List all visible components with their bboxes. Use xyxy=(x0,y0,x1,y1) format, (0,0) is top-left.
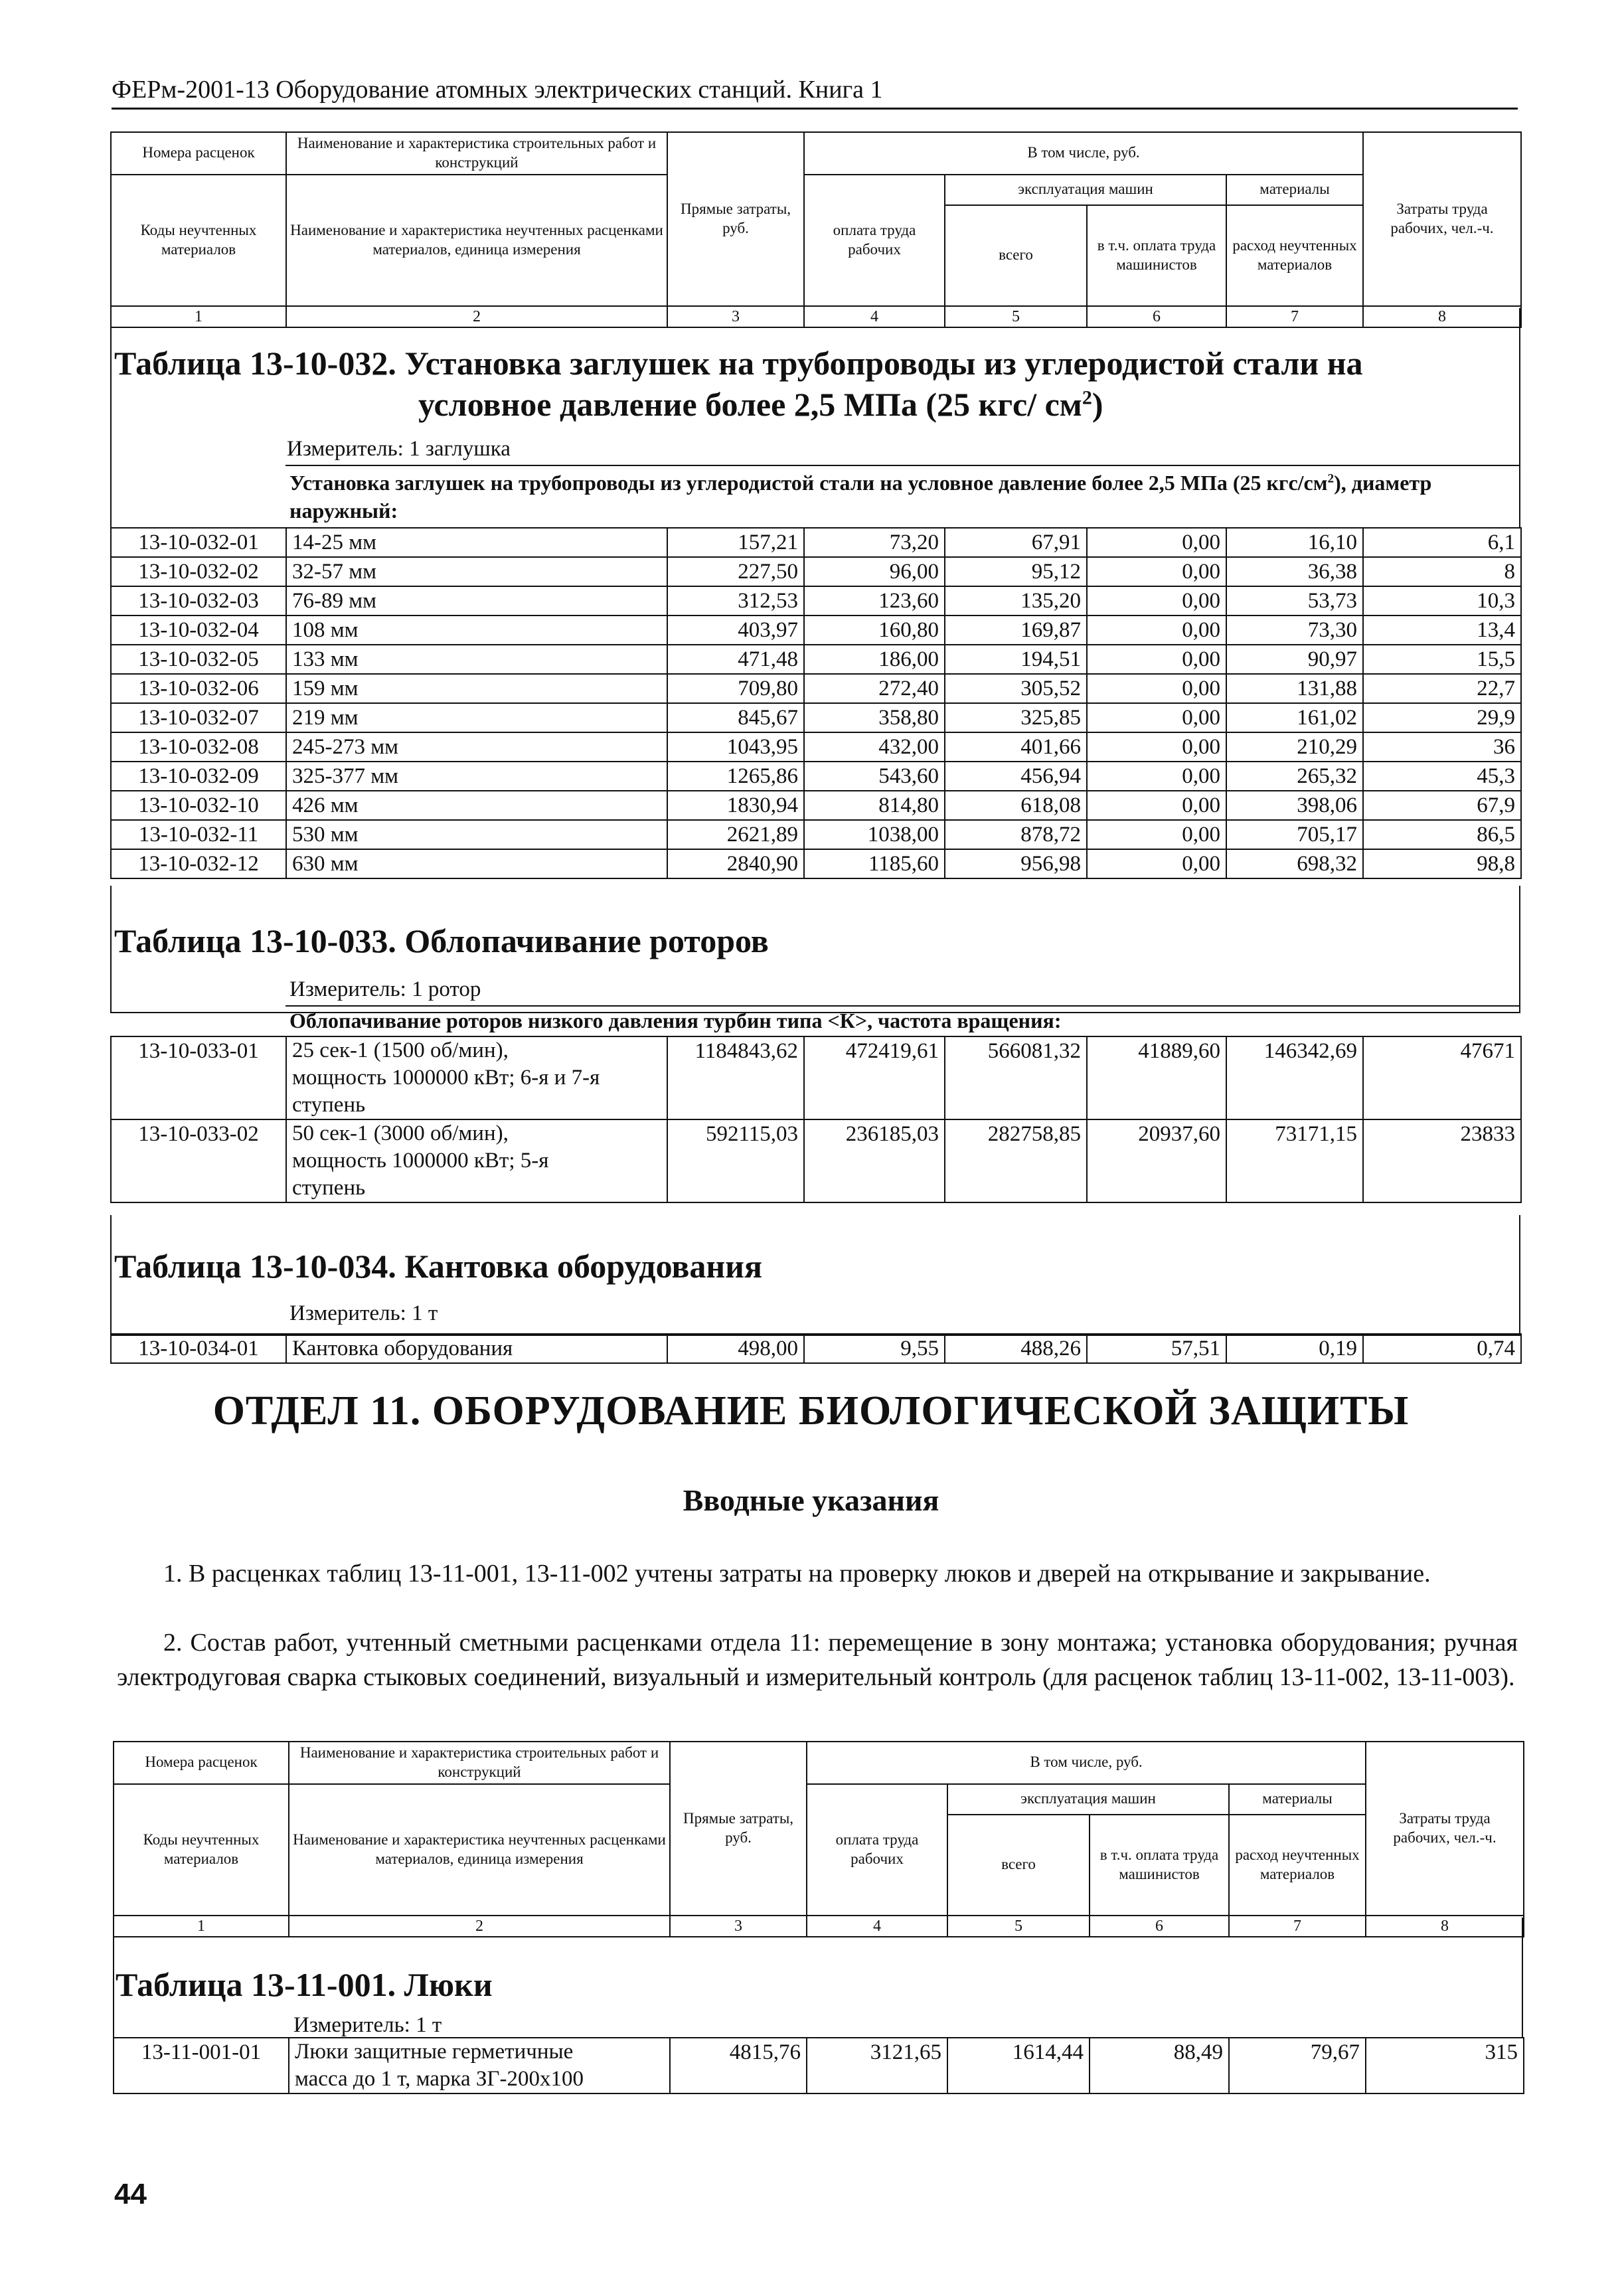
work-name-line: мощность 1000000 кВт; 5-я xyxy=(292,1149,549,1173)
machines-total: 618,08 xyxy=(945,791,1087,820)
machinist-pay: 20937,60 xyxy=(1087,1119,1226,1202)
labor-hours: 15,5 xyxy=(1363,645,1521,674)
direct-costs: 592115,03 xyxy=(667,1119,804,1202)
table-032-rows xyxy=(110,527,1522,879)
rate-code: 13-10-032-05 xyxy=(111,645,286,674)
table-row xyxy=(111,762,1521,791)
labor-hours: 36 xyxy=(1363,732,1521,762)
rate-code: 13-10-034-01 xyxy=(111,1334,286,1363)
table-034-title: Таблица 13-10-034. Кантовка оборудования xyxy=(114,1248,763,1285)
machines-total: 878,72 xyxy=(945,820,1087,849)
header-name-top: Наименование и характеристика строительных работ и конструкций xyxy=(286,132,667,175)
header-machines-total: всего xyxy=(947,1815,1090,1916)
machinist-pay: 0,00 xyxy=(1087,586,1226,615)
table-row xyxy=(111,849,1521,878)
header-worker-pay: оплата труда рабочих xyxy=(804,175,945,306)
worker-pay: 272,40 xyxy=(804,674,945,703)
header-machines: эксплуатация машин xyxy=(947,1784,1229,1815)
work-name: 530 мм xyxy=(286,820,667,849)
direct-costs: 227,50 xyxy=(667,557,804,586)
direct-costs: 403,97 xyxy=(667,615,804,645)
intro-paragraph-1: 1. В расценках таблиц 13-11-001, 13-11-002 учтены затраты на проверку люков и дверей на открывание и закрывание. xyxy=(163,1560,1431,1588)
table-row xyxy=(111,586,1521,615)
column-header-table-2 xyxy=(113,1741,1524,1937)
material-use: 16,10 xyxy=(1226,528,1363,557)
material-use: 73171,15 xyxy=(1226,1119,1363,1202)
work-name xyxy=(289,2038,670,2093)
labor-hours: 45,3 xyxy=(1363,762,1521,791)
table-11-001-meter: Измеритель: 1 т xyxy=(293,2013,442,2037)
worker-pay: 814,80 xyxy=(804,791,945,820)
worker-pay: 1185,60 xyxy=(804,849,945,878)
direct-costs: 709,80 xyxy=(667,674,804,703)
column-number: 3 xyxy=(667,306,804,327)
header-labor-hours: Затраты труда рабочих, чел.-ч. xyxy=(1366,1742,1524,1916)
direct-costs: 4815,76 xyxy=(670,2038,807,2093)
column-number: 2 xyxy=(289,1916,670,1937)
work-name: 14-25 мм xyxy=(286,528,667,557)
machinist-pay: 0,00 xyxy=(1087,557,1226,586)
column-header-table xyxy=(110,131,1522,328)
header-codes-top: Номера расценок xyxy=(111,132,286,175)
machinist-pay: 0,00 xyxy=(1087,703,1226,732)
table-033-subtitle: Облопачивание роторов низкого давления турбин типа <К>, частота вращения: xyxy=(289,1009,1062,1032)
work-name: 325-377 мм xyxy=(286,762,667,791)
table-032-subtitle: Установка заглушек на трубопроводы из углеродистой стали на условное давление более 2,5 МПа (25 кгс/$см^2$), диаметр наружный: xyxy=(289,471,1432,523)
machines-total: 488,26 xyxy=(945,1334,1087,1363)
column-number: 1 xyxy=(111,306,286,327)
machinist-pay: 0,00 xyxy=(1087,762,1226,791)
column-number: 6 xyxy=(1090,1916,1229,1937)
table-032-meter: Измеритель: 1 заглушка xyxy=(287,437,511,461)
labor-hours: 23833 xyxy=(1363,1119,1521,1202)
rate-code: 13-10-032-07 xyxy=(111,703,286,732)
header-material-use: расход неучтенных материалов xyxy=(1229,1815,1366,1916)
column-number: 3 xyxy=(670,1916,807,1937)
machines-total: 956,98 xyxy=(945,849,1087,878)
table-row xyxy=(111,1119,1521,1202)
header-machines-total: всего xyxy=(945,205,1087,306)
material-use: 705,17 xyxy=(1226,820,1363,849)
machinist-pay: 0,00 xyxy=(1087,849,1226,878)
header-name-bottom: Наименование и характеристика неучтенных расценками материалов, единица измерения xyxy=(289,1784,670,1916)
worker-pay: 160,80 xyxy=(804,615,945,645)
table-033-meter: Измеритель: 1 ротор xyxy=(289,977,481,1001)
work-name-line: Люки защитные герметичные xyxy=(295,2040,574,2064)
material-use: 90,97 xyxy=(1226,645,1363,674)
column-number: 5 xyxy=(945,306,1087,327)
worker-pay: 3121,65 xyxy=(807,2038,947,2093)
labor-hours: 29,9 xyxy=(1363,703,1521,732)
material-use: 53,73 xyxy=(1226,586,1363,615)
material-use: 0,19 xyxy=(1226,1334,1363,1363)
work-name-line: ступень xyxy=(292,1093,366,1117)
machines-total: 305,52 xyxy=(945,674,1087,703)
labor-hours: 8 xyxy=(1363,557,1521,586)
machines-total: 67,91 xyxy=(945,528,1087,557)
rate-code: 13-10-032-09 xyxy=(111,762,286,791)
direct-costs: 2840,90 xyxy=(667,849,804,878)
header-codes-bottom: Коды неучтенных материалов xyxy=(114,1784,289,1916)
header-material-use: расход неучтенных материалов xyxy=(1226,205,1363,306)
machines-total: 325,85 xyxy=(945,703,1087,732)
table-row xyxy=(111,674,1521,703)
column-number: 5 xyxy=(947,1916,1090,1937)
header-codes-bottom: Коды неучтенных материалов xyxy=(111,175,286,306)
table-row xyxy=(111,1036,1521,1119)
machinist-pay: 0,00 xyxy=(1087,528,1226,557)
work-name: 630 мм xyxy=(286,849,667,878)
table-row xyxy=(111,528,1521,557)
rate-code: 13-10-032-04 xyxy=(111,615,286,645)
worker-pay: 73,20 xyxy=(804,528,945,557)
work-name: 245-273 мм xyxy=(286,732,667,762)
intro-paragraph-2: 2. Состав работ, учтенный сметными расценками отдела 11: перемещение в зону монтажа; установка оборудования; ручная электродуговая сварка стыковых соединений, визуальный и измерительный контроль (для расценок таблиц 13-11-002, 13-11-003). xyxy=(117,1629,1518,1691)
work-name xyxy=(286,1119,667,1202)
column-number: 8 xyxy=(1366,1916,1524,1937)
direct-costs: 498,00 xyxy=(667,1334,804,1363)
work-name: 219 мм xyxy=(286,703,667,732)
header-name-bottom: Наименование и характеристика неучтенных расценками материалов, единица измерения xyxy=(286,175,667,306)
material-use: 36,38 xyxy=(1226,557,1363,586)
machinist-pay: 0,00 xyxy=(1087,615,1226,645)
rate-code: 13-10-033-02 xyxy=(111,1119,286,1202)
rate-code: 13-10-032-12 xyxy=(111,849,286,878)
machinist-pay: 0,00 xyxy=(1087,674,1226,703)
direct-costs: 1830,94 xyxy=(667,791,804,820)
page-number: 44 xyxy=(114,2178,147,2210)
material-use: 265,32 xyxy=(1226,762,1363,791)
worker-pay: 186,00 xyxy=(804,645,945,674)
worker-pay: 1038,00 xyxy=(804,820,945,849)
rate-code: 13-10-032-10 xyxy=(111,791,286,820)
direct-costs: 312,53 xyxy=(667,586,804,615)
table-row xyxy=(111,645,1521,674)
intro-title: Вводные указания xyxy=(683,1483,939,1517)
material-use: 210,29 xyxy=(1226,732,1363,762)
header-including: В том числе, руб. xyxy=(807,1742,1366,1784)
machinist-pay: 41889,60 xyxy=(1087,1036,1226,1119)
machinist-pay: 88,49 xyxy=(1090,2038,1229,2093)
header-materials: материалы xyxy=(1226,175,1363,205)
header-labor-hours: Затраты труда рабочих, чел.-ч. xyxy=(1363,132,1521,306)
material-use: 146342,69 xyxy=(1226,1036,1363,1119)
worker-pay: 123,60 xyxy=(804,586,945,615)
table-032-title: Таблица 13-10-032. Установка заглушек на трубопроводы из углеродистой стали на условное давление более 2,5 МПа (25 кгс/ $см^2$) xyxy=(114,345,1363,423)
table-row xyxy=(111,791,1521,820)
column-number: 4 xyxy=(804,306,945,327)
table-row xyxy=(111,732,1521,762)
machines-total: 282758,85 xyxy=(945,1119,1087,1202)
worker-pay: 543,60 xyxy=(804,762,945,791)
machines-total: 401,66 xyxy=(945,732,1087,762)
header-codes-top: Номера расценок xyxy=(114,1742,289,1784)
direct-costs: 2621,89 xyxy=(667,820,804,849)
table-row xyxy=(111,820,1521,849)
labor-hours: 13,4 xyxy=(1363,615,1521,645)
work-name: 159 мм xyxy=(286,674,667,703)
machinist-pay: 0,00 xyxy=(1087,791,1226,820)
direct-costs: 471,48 xyxy=(667,645,804,674)
table-row xyxy=(111,1334,1521,1363)
direct-costs: 157,21 xyxy=(667,528,804,557)
table-row xyxy=(111,703,1521,732)
header-including: В том числе, руб. xyxy=(804,132,1363,175)
column-number: 7 xyxy=(1226,306,1363,327)
table-034-rows xyxy=(110,1333,1522,1364)
worker-pay: 9,55 xyxy=(804,1334,945,1363)
column-number: 4 xyxy=(807,1916,947,1937)
direct-costs: 1184843,62 xyxy=(667,1036,804,1119)
header-machinist-pay: в т.ч. оплата труда машинистов xyxy=(1087,205,1226,306)
machines-total: 169,87 xyxy=(945,615,1087,645)
column-number: 2 xyxy=(286,306,667,327)
header-direct-costs: Прямые затраты, руб. xyxy=(670,1742,807,1916)
machines-total: 456,94 xyxy=(945,762,1087,791)
material-use: 131,88 xyxy=(1226,674,1363,703)
labor-hours: 47671 xyxy=(1363,1036,1521,1119)
work-name xyxy=(286,1036,667,1119)
rate-code: 13-10-032-06 xyxy=(111,674,286,703)
header-worker-pay: оплата труда рабочих xyxy=(807,1784,947,1916)
header-direct-costs: Прямые затраты, руб. xyxy=(667,132,804,306)
work-name-line: мощность 1000000 кВт; 6-я и 7-я xyxy=(292,1066,600,1090)
machines-total: 135,20 xyxy=(945,586,1087,615)
worker-pay: 432,00 xyxy=(804,732,945,762)
work-name: 32-57 мм xyxy=(286,557,667,586)
labor-hours: 6,1 xyxy=(1363,528,1521,557)
labor-hours: 22,7 xyxy=(1363,674,1521,703)
header-materials: материалы xyxy=(1229,1784,1366,1815)
table-11-001-title: Таблица 13-11-001. Люки xyxy=(116,1966,493,2003)
table-033-title: Таблица 13-10-033. Облопачивание роторов xyxy=(114,922,769,959)
direct-costs: 1265,86 xyxy=(667,762,804,791)
page-header: ФЕРм-2001-13 Оборудование атомных электрических станций. Книга 1 xyxy=(112,72,1518,110)
column-number: 7 xyxy=(1229,1916,1366,1937)
rate-code: 13-10-032-02 xyxy=(111,557,286,586)
work-name-line: масса до 1 т, марка ЗГ-200х100 xyxy=(295,2067,584,2091)
material-use: 79,67 xyxy=(1229,2038,1366,2093)
machinist-pay: 0,00 xyxy=(1087,732,1226,762)
work-name: 108 мм xyxy=(286,615,667,645)
table-11-001-rows xyxy=(113,2037,1524,2094)
table-row xyxy=(114,2038,1524,2093)
header-name-top: Наименование и характеристика строительных работ и конструкций xyxy=(289,1742,670,1784)
material-use: 73,30 xyxy=(1226,615,1363,645)
labor-hours: 86,5 xyxy=(1363,820,1521,849)
work-name-line: 50 сек-1 (3000 об/мин), xyxy=(292,1121,509,1145)
column-number: 6 xyxy=(1087,306,1226,327)
header-machinist-pay: в т.ч. оплата труда машинистов xyxy=(1090,1815,1229,1916)
machinist-pay: 0,00 xyxy=(1087,820,1226,849)
worker-pay: 236185,03 xyxy=(804,1119,945,1202)
material-use: 161,02 xyxy=(1226,703,1363,732)
work-name: Кантовка оборудования xyxy=(286,1334,667,1363)
rate-code: 13-10-032-01 xyxy=(111,528,286,557)
labor-hours: 98,8 xyxy=(1363,849,1521,878)
labor-hours: 67,9 xyxy=(1363,791,1521,820)
worker-pay: 96,00 xyxy=(804,557,945,586)
machinist-pay: 57,51 xyxy=(1087,1334,1226,1363)
column-number: 1 xyxy=(114,1916,289,1937)
worker-pay: 358,80 xyxy=(804,703,945,732)
work-name: 426 мм xyxy=(286,791,667,820)
rate-code: 13-11-001-01 xyxy=(114,2038,289,2093)
section-title: ОТДЕЛ 11. ОБОРУДОВАНИЕ БИОЛОГИЧЕСКОЙ ЗАЩИТЫ xyxy=(212,1388,1410,1434)
material-use: 398,06 xyxy=(1226,791,1363,820)
direct-costs: 1043,95 xyxy=(667,732,804,762)
machines-total: 1614,44 xyxy=(947,2038,1090,2093)
material-use: 698,32 xyxy=(1226,849,1363,878)
rate-code: 13-10-032-08 xyxy=(111,732,286,762)
machinist-pay: 0,00 xyxy=(1087,645,1226,674)
table-row xyxy=(111,557,1521,586)
machines-total: 566081,32 xyxy=(945,1036,1087,1119)
labor-hours: 10,3 xyxy=(1363,586,1521,615)
column-number: 8 xyxy=(1363,306,1521,327)
rate-code: 13-10-033-01 xyxy=(111,1036,286,1119)
table-033-rows xyxy=(110,1036,1522,1203)
rate-code: 13-10-032-03 xyxy=(111,586,286,615)
machines-total: 194,51 xyxy=(945,645,1087,674)
header-machines: эксплуатация машин xyxy=(945,175,1226,205)
work-name: 133 мм xyxy=(286,645,667,674)
rate-code: 13-10-032-11 xyxy=(111,820,286,849)
labor-hours: 315 xyxy=(1366,2038,1524,2093)
machines-total: 95,12 xyxy=(945,557,1087,586)
labor-hours: 0,74 xyxy=(1363,1334,1521,1363)
work-name-line: 25 сек-1 (1500 об/мин), xyxy=(292,1038,509,1062)
table-row xyxy=(111,615,1521,645)
work-name: 76-89 мм xyxy=(286,586,667,615)
divider xyxy=(285,465,1519,466)
table-034-meter: Измеритель: 1 т xyxy=(289,1301,438,1325)
worker-pay: 472419,61 xyxy=(804,1036,945,1119)
direct-costs: 845,67 xyxy=(667,703,804,732)
work-name-line: ступень xyxy=(292,1176,366,1200)
